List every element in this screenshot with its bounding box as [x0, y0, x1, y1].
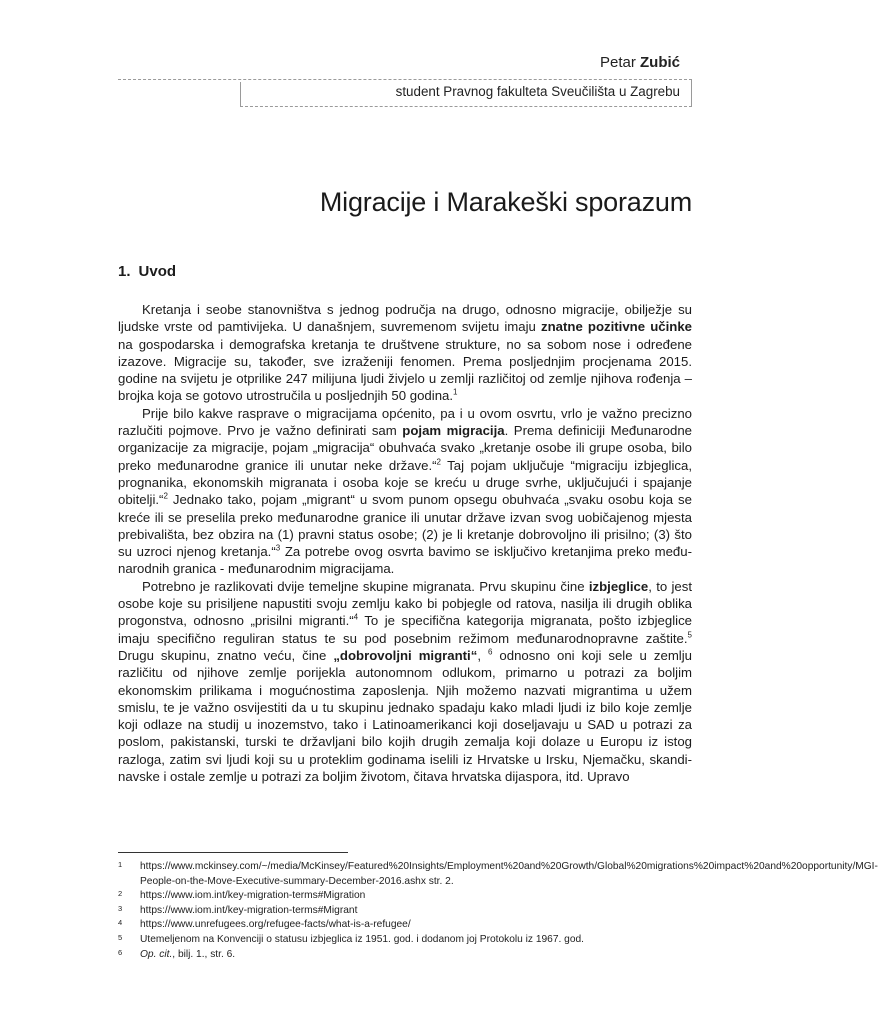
- footnote-text[interactable]: https://www.iom.int/key-migration-terms#Migration: [140, 890, 366, 902]
- footnote-text[interactable]: https://www.unrefugees.org/refugee-facts/what-is-a-refugee/: [140, 919, 411, 931]
- p1-text-a: Kretanja i seobe stanovništva s jednog područja na drugo, odnosno migracije, obilježje su ljudske vrste od pamtivijeka. U današnjem, suvremenom svijetu imaju: [118, 302, 692, 335]
- footnote-number: 1: [118, 860, 123, 869]
- p3-text-g: ,: [477, 647, 488, 663]
- footnote-3: [118, 904, 692, 919]
- paragraph-2: [118, 405, 692, 578]
- footnote-number: 6: [118, 947, 123, 957]
- p3-text-a: Potrebno je razlikovati dvije temeljne skupine migranata. Prvu skupinu čine: [142, 578, 589, 594]
- section-number: 1.: [118, 263, 131, 280]
- footnote-text[interactable]: https://www.iom.int/key-migration-terms#Migrant: [140, 904, 358, 916]
- p2-bold: pojam migracija: [402, 423, 505, 439]
- header-rule-top: [118, 79, 692, 80]
- footnote-number: 4: [118, 918, 123, 928]
- footnote-ref-2[interactable]: 2: [436, 457, 441, 467]
- footnote-ref-5[interactable]: 5: [687, 630, 692, 640]
- header-tick-left: [240, 82, 241, 106]
- footnote-number: 2: [118, 889, 123, 899]
- footnote-5: [118, 933, 692, 948]
- footnote-number: 5: [118, 932, 123, 942]
- p3-text-e: Drugu skupinu, znatno veću, čine: [118, 647, 334, 663]
- footnote-text: Utemeljenom na Konvenciji o statusu izbjeglica iz 1951. god. i dodanom joj Protokolu iz 1967. god.: [140, 933, 584, 945]
- p2-text-c: . Prema definiciji Međunarodne organizacije za migracije, pojam „migracija“ obuhvaća svako „kretanje osobe ili grupe osoba, bilo preko međunarodne granice ili unutar neke države.“: [118, 423, 692, 473]
- p3-bold-a: izbjeglice: [588, 578, 649, 594]
- author-last-name: Zubić: [640, 54, 680, 71]
- p3-text-h: odnosno oni koji sele u zemlju različitu od njihove zemlje porijekla autonomnom odlukom, primarno u potrazi za boljim ekonomskim prilikama i mogućnostima zaposlenja. Njih možemo nazvati migrantima u užem smislu, te je važno osvijestiti da u tu skupinu jednako spadaju kako mladi ljudi iz bilo koje zemlje koji odlaze na studij u inozemstvo, tako i Latinoamerikanci koji doseljavaju u SAD u potrazi za poslom, pakistanski, turski te državljani bilo kojih drugih zemalja koji dolaze u Europu iz istog razloga, zatim svi ljudi koji su u proteklim godinama iselili iz Hrvatske u Irsku, Njemačku, skandinavske i ostale zemlje u potrazi za boljim životom, čitava hrvatska dijaspora, itd. Upravo: [118, 647, 692, 785]
- p2-text-d: Taj pojam uključuje “migraciju izbjeglica, prognanika, ekonomskih migranata i osoba koje se kreću u druge svrhe, uključujući i spajanje obitelji.“: [118, 457, 692, 508]
- footnote-ref-6[interactable]: 6: [487, 647, 493, 657]
- author-first-name: Petar: [599, 54, 636, 71]
- footnote-ref-3[interactable]: 3: [275, 543, 281, 553]
- p2-text-f: Za potrebe ovog osvrta bavimo se isključivo kretanjima preko međunarodnih granica - međunarodnim migracijama.: [118, 544, 692, 577]
- p1-text-c: na gospodarska i demografska kretanja te društvene strukture, no sa sobom nose i određene izazove. Migracije su, također, sve izraženiji fenomen. Prema posljednjim procjenama 2015. godine na svijetu je otprilike 247 milijuna ljudi živjelo u zemlji različitoj od zemlje njihova rođenja – brojka koja se gotovo utrostručila u posljednjih 50 godina.: [118, 336, 692, 404]
- footnote-separator: [118, 852, 348, 853]
- footnote-4: [118, 918, 692, 933]
- paragraph-3: [118, 578, 692, 786]
- header-tick-right: [691, 79, 692, 107]
- footnote-text: [140, 948, 692, 963]
- footnote-ref-1[interactable]: 1: [453, 388, 458, 398]
- article-title: Migracije i Marakeški sporazum: [319, 187, 692, 217]
- section-heading: [118, 263, 176, 280]
- footnotes: [118, 860, 878, 962]
- p3-bold-b: „dobrovoljni migranti“: [333, 647, 478, 663]
- p3-text-d: To je specifična kategorija migranata, pošto izbjeglice imaju specifično reguliran status te su pod posebnim režimom međunarodnopravne zaštite.: [118, 613, 692, 646]
- p2-text-e: Jednako tako, pojam „migrant“ u svom punom opsegu obuhvaća „svaku osobu koja se kreće ili se preselila preko međunarodne granice ili unutar države izvan svog uobičajenog mjesta prebivališta, bez obzira na (1) pravni status osobe; (2) je li kretanje dobrovoljno ili prisilno; (3) što su uzroci njenog kretanja.“: [118, 492, 692, 560]
- header-rule-bottom: [240, 106, 692, 107]
- p1-bold: znatne pozitivne učinke: [541, 319, 692, 335]
- footnote-6-rest: , bilj. 1., str. 6.: [172, 948, 236, 960]
- footnote-text[interactable]: https://www.mckinsey.com/~/media/McKinsey/Featured%20Insights/Employment%20and%20Growth/Global%20migrations%20impact%20and%20opportunity/MGI-People-on-the-Move-Executive-summary-December-2016.ashx str. 2.: [140, 861, 878, 887]
- footnote-6: [118, 948, 692, 963]
- paragraph-1: [118, 301, 692, 405]
- footnote-6-italic: Op. cit.: [140, 948, 173, 960]
- footnote-1: [118, 860, 878, 889]
- footnote-ref-2b[interactable]: 2: [163, 491, 168, 501]
- p2-text-a: Prije bilo kakve rasprave o migracijama općenito, pa i u ovom osvrtu, vrlo je važno precizno razlučiti pojmove. Prvo je važno definirati sam: [118, 405, 692, 439]
- footnote-ref-4[interactable]: 4: [353, 612, 359, 622]
- article-body: [118, 301, 692, 785]
- footnote-number: 3: [118, 903, 123, 913]
- author-affiliation: student Pravnog fakulteta Sveučilišta u Zagrebu: [395, 84, 680, 99]
- author-name: [600, 54, 680, 71]
- section-title: Uvod: [138, 263, 177, 280]
- footnote-2: [118, 889, 692, 904]
- p3-text-c: , to jest osobe koje su prisiljene napustiti svoju zemlju kako bi pobjegle od ratova, nasilja ili drugih oblika progonstva, odnosno „prisilni migranti.“: [118, 578, 693, 629]
